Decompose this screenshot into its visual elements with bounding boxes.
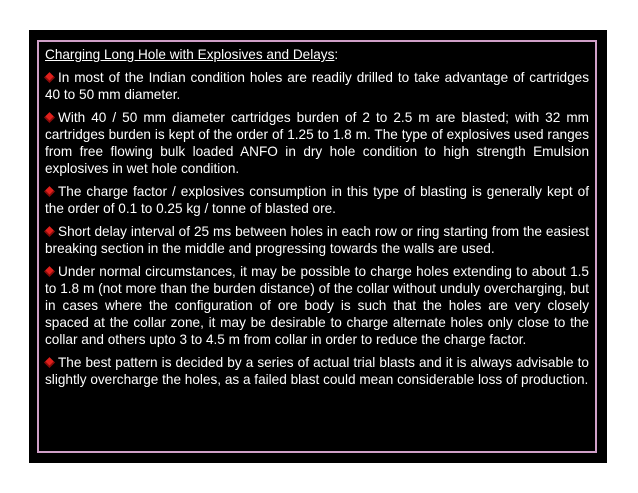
paragraph-text: With 40 / 50 mm diameter cartridges burden of 2 to 2.5 m are blasted; with 32 mm cartridges burden is kept of the order of 1.25 to 1.8 m. The type of explosives used ranges from free flowing bulk loaded ANFO in dry hole condition to high strength Emulsion explosives in wet hole condition. bbox=[45, 110, 589, 176]
red-diamond-icon bbox=[44, 226, 55, 237]
heading-title: Charging Long Hole with Explosives and Delays bbox=[45, 47, 335, 62]
bullet-paragraph bbox=[45, 109, 589, 177]
bullet-paragraph bbox=[45, 69, 589, 103]
bullet-paragraph bbox=[45, 354, 589, 388]
paragraph-text: Short delay interval of 25 ms between holes in each row or ring starting from the easiest breaking section in the middle and progressing towards the walls are used. bbox=[45, 224, 589, 256]
bullet-paragraph bbox=[45, 183, 589, 217]
paragraph-text: Under normal circumstances, it may be possible to charge holes extending to about 1.5 to 1.8 m (not more than the burden distance) of the collar without unduly overcharging, but in cases where the configuration of ore body is such that the holes are very closely spaced at the collar zone, it may be desirable to charge alternate holes only close to the collar and others upto 3 to 4.5 m from collar in order to reduce the charge factor. bbox=[45, 264, 589, 347]
paragraph-text: The best pattern is decided by a series of actual trial blasts and it is always advisable to slightly overcharge the holes, as a failed blast could mean considerable loss of production. bbox=[45, 355, 589, 387]
paragraph-text: The charge factor / explosives consumption in this type of blasting is generally kept of the order of 0.1 to 0.25 kg / tonne of blasted ore. bbox=[45, 184, 589, 216]
heading-colon: : bbox=[334, 47, 339, 62]
slide bbox=[29, 30, 607, 463]
content-frame bbox=[37, 40, 597, 453]
red-diamond-icon bbox=[44, 266, 55, 277]
red-diamond-icon bbox=[44, 112, 55, 123]
slide-heading bbox=[45, 46, 589, 63]
red-diamond-icon bbox=[44, 186, 55, 197]
bullet-paragraph bbox=[45, 263, 589, 348]
red-diamond-icon bbox=[44, 357, 55, 368]
bullet-paragraph bbox=[45, 223, 589, 257]
red-diamond-icon bbox=[44, 72, 55, 83]
paragraph-text: In most of the Indian condition holes are readily drilled to take advantage of cartridges 40 to 50 mm diameter. bbox=[45, 70, 589, 102]
